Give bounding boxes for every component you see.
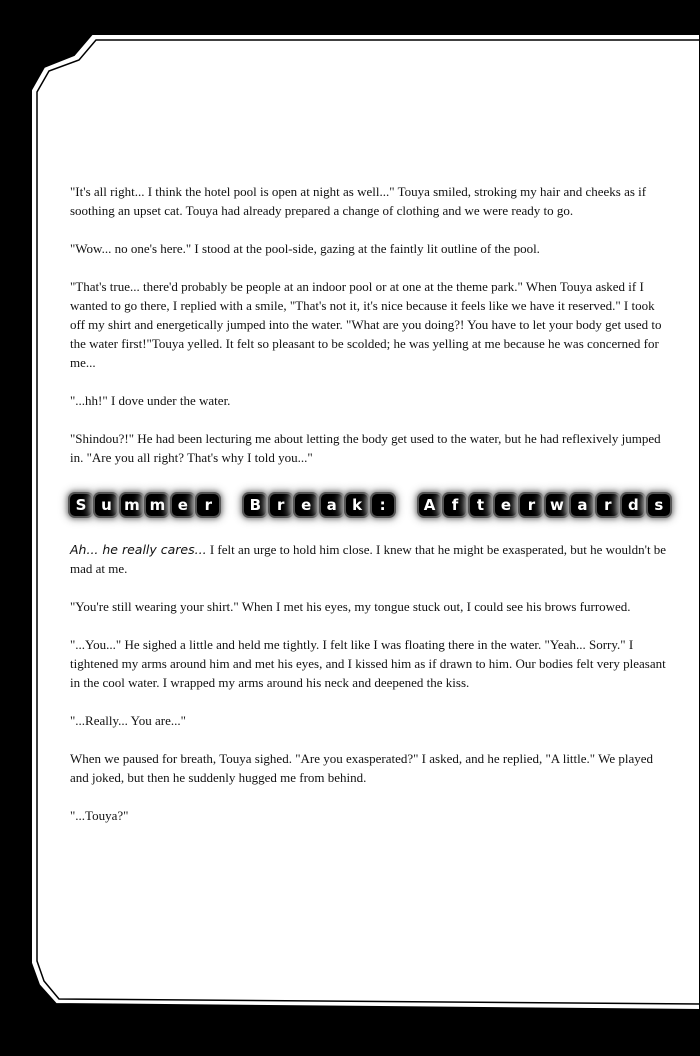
title-letter: a [321,494,343,516]
paragraph: When we paused for breath, Touya sighed. "Are you exasperated?" I asked, and he replied, "A little." We played and joked, but then he suddenly hugged me from behind. [70,751,654,785]
paragraph: "It's all right... I think the hotel pool is open at night as well..." Touya smiled, stroking my hair and cheeks as if soothing an upset cat. Touya had already prepared a change of clothing and we were ready to go. [70,184,647,218]
title-letter: u [95,494,117,516]
paragraph: "That's true... there'd probably be people at an indoor pool or at one at the theme park." When Touya asked if I wanted to go there, I replied with a smile, "That's not it, it's nice because it feels like we have it reserved." I took off my shirt and energetically jumped into the water. "What are you doing?! You have to let your body get used to the water first!"Touya yelled. It felt so pleasant to be scolded; he was yelling at me because he was concerned for me... [70,279,662,370]
title-letter: r [197,494,219,516]
title-letter: : [372,494,394,516]
title-letter: f [444,494,466,516]
paragraph: "Shindou?!" He had been lecturing me about letting the body get used to the water, but he had reflexively jumped in. "Are you all right? That's why I told you..." [70,431,661,465]
chapter-title [70,488,670,522]
title-letter: t [470,494,492,516]
title-letter: e [295,494,317,516]
paragraph: "...hh!" I dove under the water. [70,393,231,408]
title-letter: m [121,494,143,516]
title-letter: a [571,494,593,516]
italic-thought: Ah... he really cares... [70,542,207,557]
paragraph: "...Touya?" [70,808,129,823]
paragraph: "Wow... no one's here." I stood at the pool-side, gazing at the faintly lit outline of the pool. [70,241,540,256]
title-letter: e [495,494,517,516]
paragraph: "...You..." He sighed a little and held me tightly. I felt like I was floating there in the water. "Yeah... Sorry." I tightened my arms around him and met his eyes, and I kissed him as if drawn to him. Our bodies felt very pleasant in the cool water. I wrapped my arms around his neck and deepened the kiss. [70,637,666,690]
title-letter: k [346,494,368,516]
title-letter: w [546,494,568,516]
title-letter: r [597,494,619,516]
paragraph [70,540,670,578]
title-letter: B [244,494,266,516]
paragraph: "...Really... You are..." [70,713,186,728]
title-letter: s [648,494,670,516]
title-letter: S [70,494,92,516]
paragraph-rest: I felt an urge to hold him close. I knew that he might be exasperated, but he wouldn't be mad at me. [70,542,667,576]
title-letter: r [270,494,292,516]
title-letter: m [146,494,168,516]
title-letter: r [520,494,542,516]
paragraph: "You're still wearing your shirt." When I met his eyes, my tongue stuck out, I could see his brows furrowed. [70,599,631,614]
title-letter: A [419,494,441,516]
story-text [70,182,670,825]
title-letter: e [172,494,194,516]
title-letter: d [622,494,644,516]
